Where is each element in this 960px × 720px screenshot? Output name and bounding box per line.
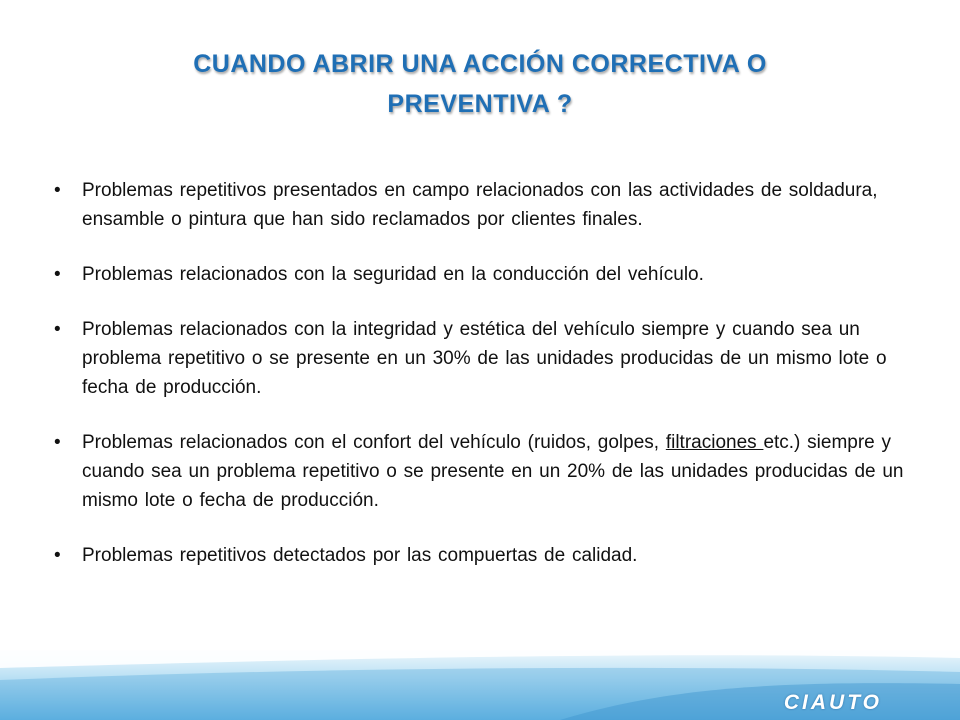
- title-line-2: PREVENTIVA ?: [387, 90, 573, 118]
- bullet-text: Problemas repetitivos presentados en campo relacionados con las actividades de soldadura, ensamble o pintura que han sido reclamados por clientes finales.: [82, 180, 878, 230]
- bullet-text: Problemas relacionados con la seguridad en la conducción del vehículo.: [82, 264, 704, 285]
- underlined-word: filtraciones: [665, 432, 764, 453]
- title-line-1: CUANDO ABRIR UNA ACCIÓN CORRECTIVA O: [193, 50, 767, 78]
- bullet-marker: •: [54, 264, 61, 285]
- bullet-item: [54, 176, 904, 234]
- slide-title: [60, 44, 900, 124]
- bullet-list: [54, 176, 904, 596]
- bullet-text: Problemas repetitivos detectados por las compuertas de calidad.: [82, 545, 638, 566]
- bullet-text-end: etc.) siempre y cuando sea un problema repetitivo o se presente en un 20% de las unidades producidas de un mismo lote o fecha de producción.: [82, 432, 904, 511]
- bullet-marker: •: [54, 319, 61, 340]
- bullet-marker: •: [54, 545, 61, 566]
- bullet-text-start: Problemas relacionados con el confort del vehículo (ruidos, golpes,: [82, 432, 666, 453]
- bullet-marker: •: [54, 432, 61, 453]
- bullet-item: [54, 315, 904, 402]
- bullet-text: Problemas relacionados con la integridad y estética del vehículo siempre y cuando sea un problema repetitivo o se presente en un 30% de las unidades producidas de un mismo lote o fecha de producción.: [82, 319, 887, 398]
- bullet-item: [54, 428, 904, 515]
- bullet-item: [54, 260, 904, 289]
- ciauto-logo: CIAUTO: [783, 691, 882, 714]
- bullet-marker: •: [54, 180, 61, 201]
- bullet-item: [54, 541, 904, 570]
